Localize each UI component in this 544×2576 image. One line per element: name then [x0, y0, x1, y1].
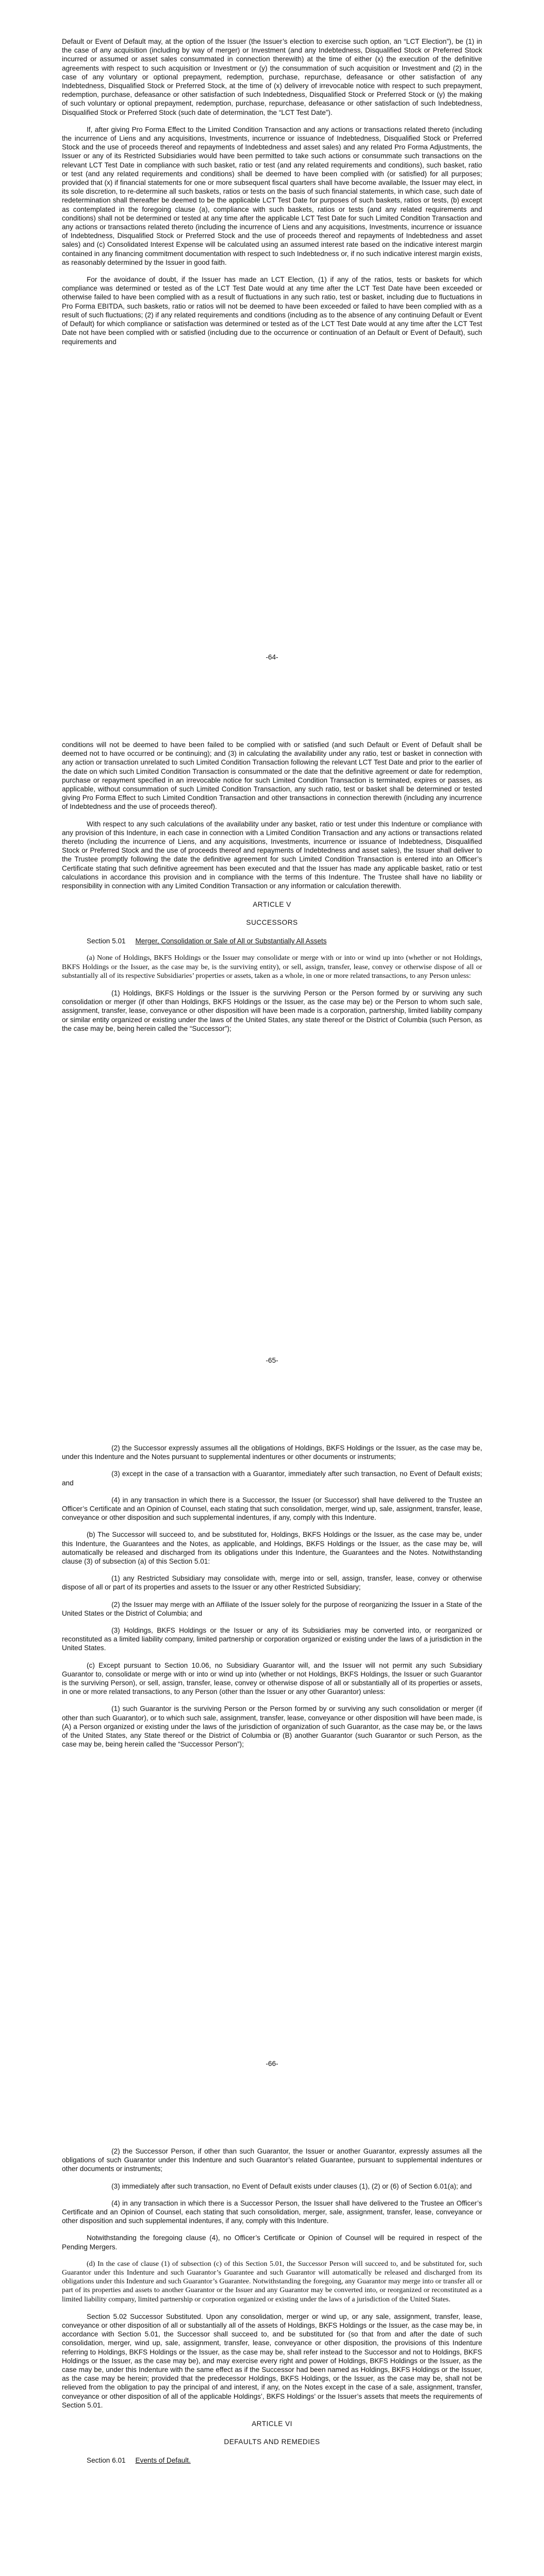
paragraph: (2) the Successor expressly assumes all the obligations of Holdings, BKFS Holdings or the Issuer, as the case may be, under this Indenture and the Notes pursuant to supplemental indentures or other documents or instruments; [62, 1444, 482, 1461]
page-65 [0, 703, 544, 1406]
paragraph: (c) Except pursuant to Section 10.06, no Subsidiary Guarantor will, and the Issuer will not permit any such Subsidiary Guarantor to, consolidate or merge with or into or wind up into (whether or not Holdings, BKFS Holdings, the Issuer or such Guarantor is the surviving Person), or sell, assign, transfer, lease, convey or otherwise dispose of all or substantially all of its properties or assets, in one or more related transactions, to any Person (other than the Issuer or any other Guarantor) unless: [62, 1661, 482, 1696]
paragraph: (2) the Successor Person, if other than such Guarantor, the Issuer or another Guarantor, expressly assumes all the obligations of such Guarantor under this Indenture and such Guarantor’s related Guarantee, pursuant to supplemental indentures or other documents or instruments; [62, 2147, 482, 2173]
paragraph: conditions will not be deemed to have been failed to be complied with or satisfied (and such Default or Event of Default shall be deemed not to have occurred or be continuing); and (3) in calculating the availability under any ratio, test or basket in connection with any action or transaction unrelated to such Limited Condition Transaction following the relevant LCT Test Date and prior to the earlier of the date on which such Limited Condition Transaction is consummated or the date that the definitive agreement or date for redemption, purchase or repayment specified in an irrevocable notice for such Limited Condition Transaction is terminated, expires or passes, as applicable, without consummation of such Limited Condition Transaction, any such ratio, test or basket shall be determined or tested giving Pro Forma Effect to such Limited Condition Transaction and other transactions in connection therewith (including any incurrence of Indebtedness and the use of proceeds thereof). [62, 741, 482, 811]
paragraph: (2) the Issuer may merge with an Affiliate of the Issuer solely for the purpose of reorganizing the Issuer in a State of the United States or the District of Columbia; and [62, 1600, 482, 1617]
article-title: ARTICLE VI [252, 2420, 292, 2428]
paragraph: (4) in any transaction in which there is a Successor, the Issuer (or Successor) shall have delivered to the Trustee an Officer’s Certificate and an Opinion of Counsel, each stating that such consolidation, merger, wind up, sale, assignment, transfer, lease, conveyance or other disposition and such supplemental indentures, if any, comply with this Indenture. [62, 1496, 482, 1522]
page-64 [0, 0, 544, 703]
section-title: Events of Default. [135, 2456, 191, 2465]
paragraph: Notwithstanding the foregoing clause (4), no Officer’s Certificate or Opinion of Counsel will be required in respect of the Pending Mergers. [62, 2234, 482, 2251]
paragraph: (3) Holdings, BKFS Holdings or the Issuer or any of its Subsidiaries may be converted into, or reorganized or reconstituted as a limited liability company, limited partnership or corporation organized or existing under the laws of a jurisdiction in the United States. [62, 1626, 482, 1652]
article-subtitle: SUCCESSORS [246, 919, 298, 927]
paragraph: If, after giving Pro Forma Effect to the Limited Condition Transaction and any actions or transactions related thereto (including the incurrence of Liens and any acquisitions, Investments, incurrence or issuance of Indebtedness, Disqualified Stock or Preferred Stock and the use of proceeds thereof and repayments of Indebtedness and asset sales) and any related Pro Forma Adjustments, the Issuer or any of its Restricted Subsidiaries would have been permitted to take such actions or consummate such transactions on the relevant LCT Test Date in compliance with such basket, ratio or test (and any related requirements and conditions), such basket, ratio or test (and any related requirements and conditions) shall be deemed to have been complied with (or satisfied) for all purposes; provided that (x) if financial statements for one or more subsequent fiscal quarters shall have become available, the Issuer may elect, in its sole discretion, to re-determine all such baskets, ratios or tests on the basis of such financial statements, in which case, such date of redetermination shall thereafter be deemed to be the applicable LCT Test Date for purposes of such baskets, ratios or tests, (b) except as contemplated in the foregoing clause (a), compliance with such baskets, ratios or tests (and any related requirements and conditions) shall not be determined or tested at any time after the applicable LCT Test Date for such Limited Condition Transaction and any actions or transactions related thereto (including the incurrence of Liens and any acquisitions, Investments, incurrence or issuance of Indebtedness, Disqualified Stock or Preferred Stock and the use of proceeds thereof and repayments of Indebtedness and asset sales) and (c) Consolidated Interest Expense will be calculated using an assumed interest rate based on the indicative interest margin contained in any financing commitment documentation with respect to such Indebtedness or, if no such indicative interest margin exists, as reasonably determined by the Issuer in good faith. [62, 125, 482, 266]
section-heading [62, 2456, 482, 2465]
page-67 [0, 2110, 544, 2576]
section-number: Section 5.01 [87, 937, 126, 945]
page-number: -64- [266, 653, 278, 661]
paragraph: (d) In the case of clause (1) of subsection (c) of this Section 5.01, the Successor Person will succeed to, and be substituted for, such Guarantor under this Indenture and such Guarantor’s Guarantee and such Guarantor will automatically be released and discharged from its obligations under this Indenture and such Guarantor’s Guarantee. Notwithstanding the foregoing, any Guarantor may merge into or transfer all or part of its properties and assets to another Guarantor or the Issuer and any Guarantor may be converted into, or reorganized or reconstituted as a limited liability company, limited partnership or corporation organized or existing under the laws of a jurisdiction of the United States. [62, 2260, 482, 2303]
paragraph: (1) Holdings, BKFS Holdings or the Issuer is the surviving Person or the Person formed by or surviving any such consolidation or merger (if other than Holdings, BKFS Holdings or the Issuer, as the case may be) or the Person to whom such sale, assignment, transfer, lease, conveyance or other disposition will have been made is a corporation, partnership, limited liability company or similar entity organized or existing under the laws of the United States, any state thereof or the District of Columbia (such Person, as the case may be, being herein called the “Successor”); [62, 989, 482, 1032]
article-subtitle: DEFAULTS AND REMEDIES [224, 2438, 320, 2446]
paragraph: (b) The Successor will succeed to, and be substituted for, Holdings, BKFS Holdings or the Issuer, as the case may be, under this Indenture, the Guarantees and the Notes, as applicable, and Holdings, BKFS Holdings or the Issuer, as the case may be, will automatically be released and discharged from its obligations under this Indenture, the Guarantees and the Notes. Notwithstanding clause (3) of subsection (a) of this Section 5.01: [62, 1531, 482, 1566]
paragraph: For the avoidance of doubt, if the Issuer has made an LCT Election, (1) if any of the ratios, tests or baskets for which compliance was determined or tested as of the LCT Test Date would at any time after the LCT Test Date have been exceeded or otherwise failed to have been complied with as a result of fluctuations in any such ratio, test or basket, including due to fluctuations in Pro Forma EBITDA, such baskets, ratio or ratios will not be deemed to have been exceeded or failed to have been complied with as a result of such fluctuations; (2) if any related requirements and conditions (including as to the absence of any continuing Default or Event of Default) for which compliance or satisfaction was determined or tested as of the LCT Test Date would at any time after the LCT Test Date not have been complied with or satisfied (including due to the occurrence or continuation of an Default or Event of Default), such requirements and [62, 276, 482, 346]
article-title: ARTICLE V [253, 901, 291, 909]
page-66 [0, 1406, 544, 2110]
paragraph: (a) None of Holdings, BKFS Holdings or the Issuer may consolidate or merge with or into or wind up into (whether or not Holdings, BKFS Holdings or the Issuer, as the case may be, is the surviving entity), or sell, assign, transfer, lease, convey or otherwise dispose of all or substantially all of its respective Subsidiaries’ properties or assets, taken as a whole, in one or more related transactions, to any Person unless: [62, 954, 482, 980]
paragraph: (1) any Restricted Subsidiary may consolidate with, merge into or sell, assign, transfer, lease, convey or otherwise dispose of all or part of its properties and assets to the Issuer or any other Restricted Subsidiary; [62, 1574, 482, 1591]
section-number: Section 6.01 [87, 2456, 126, 2465]
paragraph: With respect to any such calculations of the availability under any basket, ratio or test under this Indenture or compliance with any provision of this Indenture, in each case in connection with a Limited Condition Transaction and any actions or transactions related thereto (including the incurrence of Liens, and any acquisitions, Investments, incurrence or issuance of Indebtedness, Disqualified Stock or Preferred Stock and the use of proceeds thereof and repayments of Indebtedness and asset sales), the Issuer shall deliver to the Trustee promptly following the date the definitive agreement for such Limited Condition Transaction is entered into an Officer’s Certificate stating that such definitive agreement has been executed and that the Issuer has made any applicable basket, ratio or test calculations in accordance this provision and in compliance with the terms of this Indenture. The Trustee shall have no liability or responsibility in connection with any Limited Condition Transaction or any information or calculation therewith. [62, 820, 482, 890]
paragraph: (3) except in the case of a transaction with a Guarantor, immediately after such transaction, no Event of Default exists; and [62, 1470, 482, 1487]
paragraph: Default or Event of Default may, at the option of the Issuer (the Issuer’s election to exercise such option, an “LCT Election”), be (1) in the case of any acquisition (including by way of merger) or Investment (and any Indebtedness, Disqualified Stock or Preferred Stock incurred or assumed or asset sales consummated in connection therewith) at the time of either (x) the execution of the definitive agreements with respect to such acquisition or Investment or (y) the consummation of such acquisition or Investment and (2) in the case of any voluntary or optional prepayment, redemption, purchase, repurchase, defeasance or other satisfaction of any Indebtedness, Disqualified Stock or Preferred Stock, at the time of (x) delivery of irrevocable notice with respect to such prepayment, redemption, purchase, defeasance or other satisfaction of such Indebtedness, Disqualified Stock or Preferred Stock or (y) the making of such voluntary or optional prepayment, redemption, purchase, repurchase, defeasance or other satisfaction of such Indebtedness, Disqualified Stock or Preferred Stock (such date of determination, the “LCT Test Date”). [62, 38, 482, 116]
paragraph: (3) immediately after such transaction, no Event of Default exists under clauses (1), (2) or (6) of Section 6.01(a); and [111, 2182, 472, 2190]
section-title: Merger, Consolidation or Sale of All or Substantially All Assets [135, 937, 327, 945]
page-number: -65- [266, 1357, 278, 1364]
paragraph: (4) in any transaction in which there is a Successor Person, the Issuer shall have delivered to the Trustee an Officer’s Certificate and an Opinion of Counsel, each stating that such consolidation, merger, sale, assignment, transfer, lease, conveyance or other disposition and such supplemental indentures, if any, comply with this Indenture. [62, 2199, 482, 2225]
section-heading [62, 937, 482, 945]
page-number: -66- [266, 2060, 278, 2067]
paragraph: (1) such Guarantor is the surviving Person or the Person formed by or surviving any such consolidation or merger (if other than such Guarantor), or to which such sale, assignment, transfer, lease, conveyance or other disposition will have been made, is (A) a Person organized or existing under the laws of the jurisdiction of organization of such Guarantor, as the case may be, or the laws of the United States, any State thereof or the District of Columbia or (B) another Guarantor (such Guarantor or such Person, as the case may be, being herein called the “Successor Person”); [62, 1705, 482, 1749]
paragraph: Section 5.02 Successor Substituted. Upon any consolidation, merger or wind up, or any sale, assignment, transfer, lease, conveyance or other disposition of all or substantially all of the assets of Holdings, BKFS Holdings or the Issuer, as the case may be, in accordance with Section 5.01, the Successor shall succeed to, and be substituted for (so that from and after the date of such consolidation, merger, wind up, sale, assignment, transfer, lease, conveyance or other disposition, the provisions of this Indenture referring to Holdings, BKFS Holdings or the Issuer, as the case may be, shall refer instead to the Successor and not to Holdings, BKFS Holdings or the Issuer, as the case may be), and may exercise every right and power of Holdings, BKFS Holdings or the Issuer, as the case may be, under this Indenture with the same effect as if the Successor had been named as Holdings, BKFS Holdings or the Issuer, as the case may be herein; provided that the predecessor Holdings, BKFS Holdings, or the Issuer, as the case may be, shall not be relieved from the obligation to pay the principal of and interest, if any, on the Notes except in the case of a sale, assignment, transfer, conveyance or other disposition of all of the applicable Holdings’, BKFS Holdings’ or the Issuer’s assets that meets the requirements of Section 5.01. [62, 2312, 482, 2409]
